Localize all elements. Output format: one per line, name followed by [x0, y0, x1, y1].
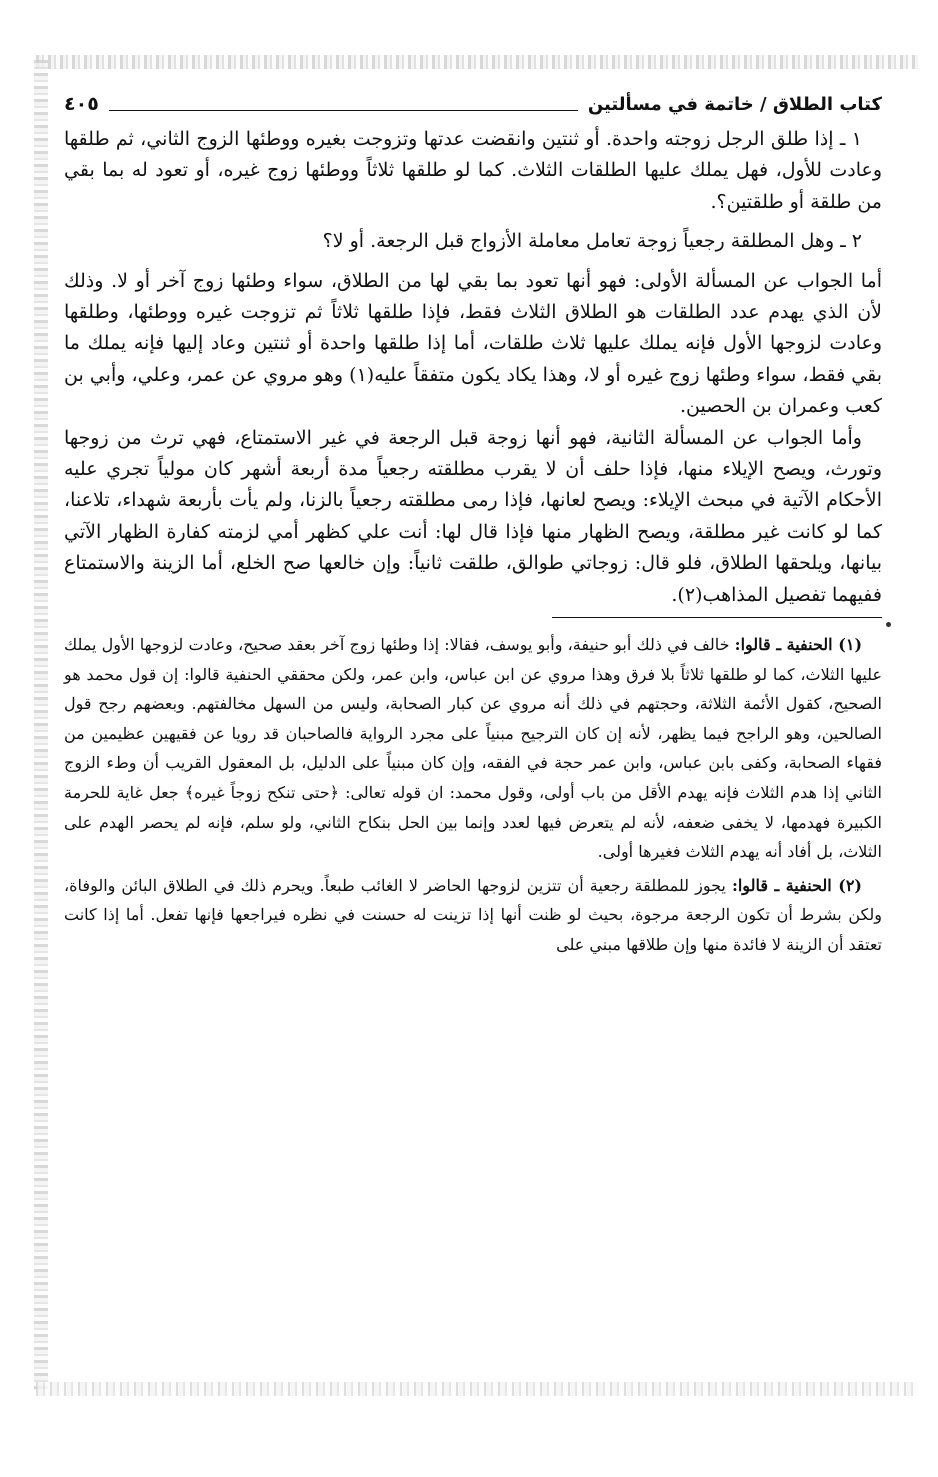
footnote-separator [552, 617, 882, 618]
footnote-2-text: يجوز للمطلقة رجعية أن تتزين لزوجها الحاضر لا الغائب طبعاً. ويحرم ذلك في الطلاق البائن والوفاة، ولكن بشرط أن تكون الرجعة مرجوة، بحيث لو ظنت أنها إذا تزينت له حسنت في نظره فيراجعها فإنها تفعل. أما إذا كانت تعتقد أن الزينة لا فائدة منها وإن طلاقها مبني على [64, 875, 882, 955]
answer-1: أما الجواب عن المسألة الأولى: فهو أنها تعود بما بقي لها من الطلاق، سواء وطئها زوج آخر أو لا. وذلك لأن الذي يهدم عدد الطلقات هو الطلاق الثلاث فقط، فإذا طلقها ثلاثاً ثم تزوجت غيره ووطئها، وطلقها وعادت لزوجها الأول فإنه يملك عليها ثلاث طلقات، أما إذا طلقها واحدة أو ثنتين وعاد إليها فإنه يملك ما بقي فقط، سواء وطئها زوج غيره أو لا، وهذا يكاد يكون متفقاً عليه(١) وهو مروي عن عمر، وعلي، وأبي بن كعب وعمران بن الحصين. [64, 269, 883, 418]
footnote-1-label: (١) الحنفية ـ قالوا: [734, 635, 863, 655]
answer-2: وأما الجواب عن المسألة الثانية، فهو أنها زوجة قبل الرجعة في غير الاستمتاع، فهي ترث من زوجها وتورث، ويصح الإيلاء منها، فإذا حلف أن لا يقرب مطلقته رجعياً مدة أربعة أشهر كان مولياً تجري عليه الأحكام الآتية في مبحث الإيلاء: ويصح لعانها، فإذا رمى مطلقته رجعياً بالزنا، ولم يأت بأربعة شهداء، تلاعنا، كما لو كانت غير مطلقة، ويصح الظهار منها فإذا قال لها: أنت علي كظهر أمي لزمته كفارة الظهار الآتي بيانها، ويلحقها الطلاق، فلو قال: زوجاتي طوالق، طلقت ثانياً: وإن خالعها صح الخلع، أما الزينة والاستمتاع ففيهما تفصيل المذاهب(٢). [64, 426, 882, 606]
scan-edge-top [36, 55, 918, 69]
footnote-2-label: (٢) الحنفية ـ قالوا: [731, 875, 862, 895]
question-2: ٢ ـ وهل المطلقة رجعياً زوجة تعامل معاملة الأزواج قبل الرجعة. أو لا؟ [322, 230, 862, 253]
footnotes [64, 630, 882, 960]
running-title: كتاب الطلاق / خاتمة في مسألتين [587, 93, 882, 115]
scan-edge-left [34, 60, 48, 1390]
page-number: ٤٠٥ [64, 93, 99, 115]
question-1: ١ ـ إذا طلق الرجل زوجته واحدة. أو ثنتين وانقضت عدتها وتزوجت بغيره ووطئها الزوج الثاني، ثم طلقها وعادت للأول، فهل يملك عليها الطلقات الثلاث. كما لو طلقها ثلاثاً ووطئها زوج غيره، أو تعود له بما بقي من طلقة أو طلقتين؟. [64, 128, 882, 213]
scan-edge-bottom [36, 1382, 918, 1396]
main-text [64, 124, 882, 611]
footnote-1 [64, 630, 882, 867]
footnote-2 [64, 871, 882, 960]
margin-mark [886, 622, 891, 627]
header-rule [109, 98, 578, 111]
footnote-1-text: خالف في ذلك أبو حنيفة، وأبو يوسف، فقالا: إذا وطئها زوج آخر بعقد صحيح، وعادت لزوجها الأول يملك عليها الثلاث، كما لو طلقها ثلاثاً بلا فرق وهذا مروي عن ابن عباس، وابن عمر، ولكن محققي الحنفية قالوا: إن قول محمد هو الصحيح، كقول الأئمة الثلاثة، وحجتهم في ذلك أنه مروي عن كبار الصحابة، وليس من السهل مخالفتهم. وبعضهم رجح قول الصالحين، وهو الراجح فيما يظهر، لأنه إن كان الترجيح مبنياً على مجرد الرواية فالصاحبان قد رويا عن فقيهين عظيمين من فقهاء الصحابة، وكفى بابن عباس، وابن عمر حجة في الفقه، وإن كان مبنياً على الدليل، بل المعقول القريب أن وطء الزوج الثاني إذا هدم الثلاث فإنه يهدم الأقل من باب أولى، وقول محمد: ان قوله تعالى: ﴿حتى تنكح زوجاً غيره﴾ جعل غاية للحرمة الكبيرة فهدمها، لا يخفى ضعفه، لأنه لم يتعرض فيها لعدد وإنما بين الحل بنكاح الثاني، ولو سلم، فإنه لم يحصر الهدم على الثلاث، بل أفاد أنه يهدم الثلاث فغيرها أولى. [64, 635, 883, 862]
running-header [64, 84, 882, 124]
book-page [64, 84, 882, 960]
